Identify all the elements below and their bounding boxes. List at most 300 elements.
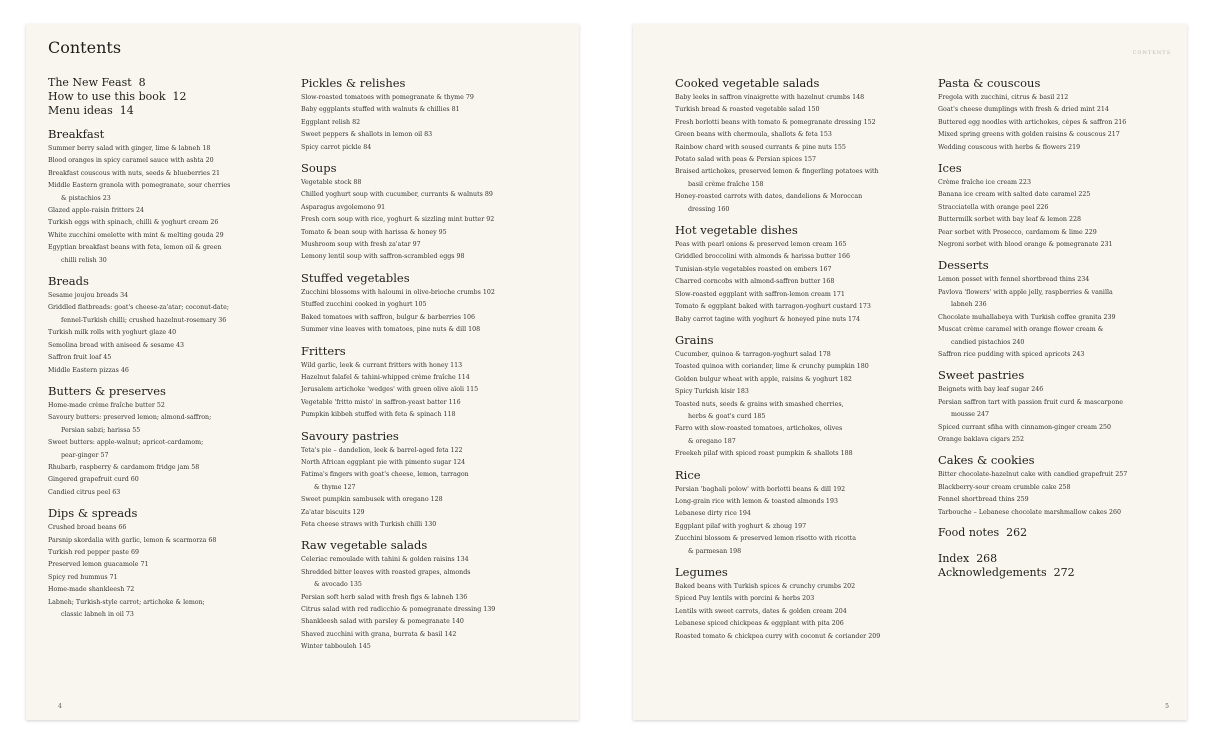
section-entries — [938, 274, 1183, 361]
section-entries — [48, 400, 288, 499]
toc-entry — [938, 507, 1183, 519]
toc-entry — [938, 214, 1183, 226]
toc-entry-text: Buttered egg noodles with artichokes, cèpes & saffron 216 — [938, 118, 1127, 126]
toc-entry-text: Teta's pie – dandelion, leek & barrel-aged feta 122 — [301, 446, 463, 454]
toc-section — [301, 271, 571, 337]
toc-entry — [48, 242, 288, 267]
toc-entry-text: Stracciatella with orange peel 226 — [938, 203, 1049, 211]
toc-entry-text: Stuffed zucchini cooked in yoghurt 105 — [301, 301, 427, 309]
toc-entry-text: Crème fraîche ice cream 223 — [938, 179, 1031, 187]
toc-major-entry — [48, 76, 288, 90]
toc-entry-continuation: classic labneh in oil 73 — [61, 611, 134, 618]
section-heading: Fritters — [301, 343, 346, 358]
left-column-2 — [301, 76, 571, 661]
toc-entry — [301, 251, 571, 263]
toc-entry-text: Feta cheese straws with Turkish chilli 130 — [301, 520, 437, 528]
toc-entry-text: Preserved lemon guacamole 71 — [48, 561, 149, 569]
toc-entry — [301, 177, 571, 189]
toc-entry — [301, 202, 571, 214]
toc-major-entry — [48, 90, 288, 104]
toc-entry-text: Green beans with chermoula, shallots & feta 153 — [675, 131, 832, 139]
section-entries — [301, 287, 571, 337]
toc-entry-text: Tarbouche – Lebanese chocolate marshmallow cakes 260 — [938, 508, 1121, 516]
toc-entry-text: Roasted tomato & chickpea curry with coconut & coriander 209 — [675, 632, 881, 640]
toc-entry-continuation: herbs & goat's curd 185 — [688, 412, 766, 420]
toc-entry — [938, 142, 1183, 154]
toc-entry-text: Baked tomatoes with saffron, bulgur & barberries 106 — [301, 313, 475, 321]
toc-section — [48, 384, 288, 499]
toc-entry — [675, 631, 925, 643]
toc-entry — [938, 287, 1183, 312]
toc-entry-text: Sweet peppers & shallots in lemon oil 83 — [301, 131, 433, 139]
toc-entry — [48, 474, 288, 486]
toc-section — [675, 565, 925, 643]
toc-entry — [675, 314, 925, 326]
toc-entry — [938, 324, 1183, 349]
toc-entry-text: Pumpkin kibbeh stuffed with feta & spinach 118 — [301, 411, 456, 419]
toc-entry — [675, 618, 925, 630]
toc-entry-text: Turkish milk rolls with yoghurt glaze 40 — [48, 329, 177, 337]
toc-entry-text: Pear sorbet with Prosecco, cardamom & lime 229 — [938, 228, 1097, 236]
toc-entry-text: Griddled broccolini with almonds & harissa butter 166 — [675, 253, 851, 261]
toc-entry-text: Lentils with sweet carrots, dates & golden cream 204 — [675, 607, 847, 615]
section-heading: Savoury pastries — [301, 428, 399, 443]
toc-entry — [301, 299, 571, 311]
toc-entry-text: Citrus salad with red radicchio & pomegranate dressing 139 — [301, 606, 496, 613]
toc-entry-text: Tunisian-style vegetables roasted on embers 167 — [675, 265, 832, 273]
toc-entry-text: Turkish red pepper paste 69 — [48, 548, 139, 556]
toc-entry — [675, 276, 925, 288]
toc-entry — [301, 324, 571, 336]
toc-section — [301, 76, 571, 154]
toc-entry — [48, 352, 288, 364]
toc-entry-text: Lebanese spiced chickpeas & eggplant with pita 206 — [675, 620, 844, 628]
toc-section — [301, 161, 571, 264]
toc-entry — [301, 616, 571, 628]
toc-entry — [675, 606, 925, 618]
toc-entry-text: Fresh borlotti beans with tomato & pomegranate dressing 152 — [675, 118, 876, 126]
toc-entry-text: Pavlova 'flowers' with apple jelly, raspberries & vanilla — [938, 288, 1113, 296]
toc-entry-text: Toasted quinoa with coriander, lime & crunchy pumpkin 180 — [675, 363, 869, 371]
toc-entry-text: Rhubarb, raspberry & cardamom fridge jam 58 — [48, 463, 200, 471]
toc-entry-continuation: & parmesan 198 — [688, 547, 742, 555]
toc-entry-text: Honey-roasted carrots with dates, dandelions & Moroccan — [675, 193, 863, 201]
section-heading: Grains — [675, 332, 714, 347]
toc-entry — [301, 604, 571, 616]
toc-entry-continuation: basil crème fraîche 158 — [688, 180, 764, 188]
toc-entry-text: Winter tabbouleh 145 — [301, 643, 371, 651]
toc-entry — [48, 327, 288, 339]
toc-entry — [301, 519, 571, 531]
toc-section — [675, 76, 925, 216]
toc-entry — [48, 412, 288, 437]
toc-entry — [675, 166, 925, 191]
section-heading: Legumes — [675, 565, 728, 579]
toc-entry — [938, 422, 1183, 434]
toc-entry — [301, 239, 571, 251]
toc-entry — [938, 239, 1183, 251]
section-entries — [675, 484, 925, 558]
section-entries — [301, 445, 571, 532]
toc-entry — [675, 117, 925, 129]
toc-entry — [48, 365, 288, 377]
toc-entry — [938, 397, 1183, 422]
section-entries — [938, 92, 1183, 154]
toc-section — [938, 161, 1183, 251]
toc-entry — [675, 374, 925, 386]
section-entries — [48, 522, 288, 621]
running-head: CONTENTS — [1132, 50, 1171, 56]
toc-entry — [938, 117, 1183, 129]
toc-entry — [301, 104, 571, 116]
toc-entry-text: Griddled flatbreads: goat's cheese-za'atar; coconut-date; — [48, 304, 230, 312]
toc-entry — [938, 349, 1183, 361]
section-entries — [938, 177, 1183, 251]
toc-section — [301, 538, 571, 653]
toc-entry-text: Slow-roasted eggplant with saffron-lemon cream 171 — [675, 290, 845, 298]
toc-entry-text: Saffron rice pudding with spiced apricots 243 — [938, 350, 1085, 358]
toc-entry — [938, 202, 1183, 214]
toc-entry-text: Muscat crème caramel with orange flower cream & — [938, 326, 1104, 334]
toc-entry — [675, 191, 925, 216]
major-entry-label: How to use this book — [48, 90, 166, 103]
toc-entry — [48, 180, 288, 205]
toc-section — [938, 368, 1183, 446]
toc-entry-text: Sesame joujou breads 34 — [48, 292, 129, 300]
toc-entry-continuation: & avocado 135 — [314, 581, 362, 589]
toc-entry — [301, 372, 571, 384]
major-entry-label: The New Feast — [48, 76, 132, 89]
section-entries — [48, 143, 288, 267]
toc-entry-text: Bitter chocolate-hazelnut cake with candied grapefruit 257 — [938, 471, 1128, 479]
toc-section — [301, 344, 571, 422]
toc-entry — [301, 592, 571, 604]
toc-entry-text: Chocolate muhallabeya with Turkish coffee granita 239 — [938, 313, 1116, 321]
toc-entry — [938, 92, 1183, 104]
toc-entry — [675, 521, 925, 533]
toc-entry-text: Buttermilk sorbet with bay leaf & lemon 228 — [938, 216, 1081, 224]
toc-entry — [48, 547, 288, 559]
toc-entry — [938, 434, 1183, 446]
toc-entry-text: Summer berry salad with ginger, lime & labneh 18 — [48, 145, 211, 152]
toc-entry — [301, 397, 571, 409]
toc-entry-continuation: & pistachios 23 — [61, 194, 111, 202]
toc-entry — [675, 399, 925, 424]
toc-section — [938, 453, 1183, 519]
toc-entry-text: Spicy carrot pickle 84 — [301, 143, 372, 151]
toc-entry-text: Fennel shortbread thins 259 — [938, 496, 1029, 504]
toc-entry-text: Lebanese dirty rice 194 — [675, 510, 751, 518]
toc-entry — [301, 494, 571, 506]
toc-entry-continuation: & oregano 187 — [688, 437, 736, 445]
toc-entry — [48, 597, 288, 622]
toc-entry — [675, 581, 925, 593]
toc-entry-text: Lemon posset with fennel shortbread thins 234 — [938, 276, 1090, 284]
toc-entry — [675, 508, 925, 520]
major-entry-page: 12 — [172, 90, 187, 103]
major-entry-label: Index — [938, 551, 970, 565]
toc-entry — [675, 448, 925, 460]
toc-entry-text: Persian soft herb salad with fresh figs & labneh 136 — [301, 593, 468, 601]
toc-section — [301, 429, 571, 532]
toc-major-entry — [938, 566, 1183, 580]
toc-entry — [48, 290, 288, 302]
toc-entry-text: Orange baklava cigars 252 — [938, 435, 1025, 443]
section-heading: Breads — [48, 274, 89, 289]
toc-entry — [675, 361, 925, 373]
toc-entry-text: Tomato & bean soup with harissa & honey 95 — [301, 228, 447, 236]
left-col1-sections — [48, 127, 288, 621]
toc-entry-text: Sweet butters: apple-walnut; apricot-cardamom; — [48, 439, 204, 447]
right-col2-sections — [938, 76, 1183, 519]
toc-entry-text: Home-made crème fraîche butter 52 — [48, 401, 165, 409]
food-notes-entry — [938, 526, 1183, 540]
toc-entry-text: Jerusalem artichoke 'wedges' with green olive aïoli 115 — [301, 386, 479, 394]
section-entries — [938, 384, 1183, 446]
left-page — [26, 24, 579, 720]
toc-entry — [48, 230, 288, 242]
toc-entry-text: Blackberry-sour cream crumble cake 258 — [938, 483, 1071, 491]
toc-entry-text: Baked beans with Turkish spices & crunchy crumbs 202 — [675, 583, 856, 590]
toc-major-entry — [938, 552, 1183, 566]
toc-entry — [301, 189, 571, 201]
toc-entry — [301, 312, 571, 324]
toc-entry-text: Long-grain rice with lemon & toasted almonds 193 — [675, 497, 838, 505]
toc-entry-text: Vegetable stock 88 — [301, 179, 362, 187]
toc-section — [675, 333, 925, 461]
toc-entry — [675, 386, 925, 398]
food-notes-label: Food notes — [938, 525, 1000, 539]
section-heading: Pasta & couscous — [938, 76, 1041, 90]
toc-section — [48, 127, 288, 267]
section-entries — [301, 177, 571, 264]
toc-entry — [301, 360, 571, 372]
toc-entry-text: Semolina bread with aniseed & sesame 43 — [48, 341, 184, 349]
toc-entry-text: Fregola with zucchini, citrus & basil 212 — [938, 94, 1069, 101]
toc-entry — [675, 251, 925, 263]
toc-entry-continuation: pear-ginger 57 — [61, 451, 109, 459]
toc-entry — [675, 239, 925, 251]
section-entries — [301, 554, 571, 653]
toc-entry-continuation: Persian sabzi; harissa 55 — [61, 426, 141, 434]
toc-entry — [675, 484, 925, 496]
toc-entry-text: Fatima's fingers with goat's cheese, lemon, tarragon — [301, 471, 469, 479]
toc-entry — [938, 189, 1183, 201]
toc-entry-text: Toasted nuts, seeds & grains with smashed cherries, — [675, 400, 844, 408]
toc-entry — [675, 593, 925, 605]
section-heading: Butters & preserves — [48, 383, 166, 398]
toc-entry-text: White zucchini omelette with mint & melting gouda 29 — [48, 231, 224, 239]
toc-entry — [48, 340, 288, 352]
toc-entry — [48, 155, 288, 167]
toc-entry-text: Golden bulgur wheat with apple, raisins & yoghurt 182 — [675, 375, 852, 383]
section-heading: Pickles & relishes — [301, 76, 406, 90]
toc-entry-continuation: candied pistachios 240 — [951, 338, 1025, 346]
toc-entry — [48, 559, 288, 571]
toc-entry-text: Cucumber, quinoa & tarragon-yoghurt salad 178 — [675, 350, 831, 358]
toc-entry — [301, 554, 571, 566]
toc-entry — [301, 92, 571, 104]
toc-entry — [301, 629, 571, 641]
end-matter — [938, 552, 1183, 580]
toc-entry — [938, 177, 1183, 189]
toc-entry-text: Za'atar biscuits 129 — [301, 508, 365, 516]
toc-entry-continuation: fennel-Turkish chilli; crushed hazelnut-rosemary 36 — [61, 316, 227, 324]
toc-entry-text: Baby carrot tagine with yoghurt & honeyed pine nuts 174 — [675, 315, 861, 323]
major-entry-label: Acknowledgements — [938, 565, 1047, 579]
section-heading: Dips & spreads — [48, 506, 138, 521]
toc-entry-text: Wedding couscous with herbs & flowers 219 — [938, 143, 1081, 151]
toc-entry — [301, 567, 571, 592]
toc-entry-text: Lemony lentil soup with saffron-scrambled eggs 98 — [301, 253, 465, 261]
section-entries — [301, 360, 571, 422]
section-entries — [675, 239, 925, 326]
toc-entry-text: Breakfast couscous with nuts, seeds & blueberries 21 — [48, 169, 221, 177]
toc-entry-text: Mushroom soup with fresh za'atar 97 — [301, 241, 421, 249]
toc-entry — [48, 205, 288, 217]
toc-entry — [675, 142, 925, 154]
toc-entry — [301, 507, 571, 519]
toc-entry-text: Tomato & eggplant baked with tarragon-yoghurt custard 173 — [675, 303, 871, 311]
section-heading: Cakes & cookies — [938, 453, 1035, 468]
toc-entry-text: Parsnip skordalia with garlic, lemon & scarmorza 68 — [48, 536, 217, 544]
toc-entry — [675, 129, 925, 141]
toc-entry-text: Middle Eastern pizzas 46 — [48, 366, 129, 374]
toc-entry — [301, 117, 571, 129]
toc-entry — [48, 400, 288, 412]
toc-entry-text: Charred corncobs with almond-saffron butter 168 — [675, 278, 835, 286]
major-entry-page: 272 — [1053, 565, 1075, 579]
toc-entry — [675, 496, 925, 508]
toc-entry-text: Banana ice cream with salted date caramel 225 — [938, 191, 1091, 199]
right-column-1 — [675, 76, 925, 650]
toc-entry — [48, 143, 288, 155]
toc-entry — [938, 494, 1183, 506]
toc-entry — [48, 302, 288, 327]
toc-entry-text: Shredded bitter leaves with roasted grapes, almonds — [301, 568, 471, 576]
toc-entry-text: Spicy red hummus 71 — [48, 573, 118, 581]
toc-entry — [301, 129, 571, 141]
toc-entry — [48, 462, 288, 474]
toc-entry-text: Beignets with bay leaf sugar 246 — [938, 386, 1044, 394]
toc-entry — [675, 92, 925, 104]
toc-entry-text: Spiced Puy lentils with porcini & herbs 203 — [675, 595, 815, 603]
section-heading: Stuffed vegetables — [301, 270, 410, 285]
toc-entry-text: Wild garlic, leek & currant fritters with honey 113 — [301, 361, 463, 369]
toc-entry-text: North African eggplant pie with pimento sugar 124 — [301, 458, 466, 466]
section-heading: Soups — [301, 161, 337, 176]
toc-entry — [301, 445, 571, 457]
toc-entry — [301, 469, 571, 494]
toc-entry-text: Slow-roasted tomatoes with pomegranate & thyme 79 — [301, 94, 474, 101]
right-column-2 — [938, 76, 1183, 580]
intro-block — [48, 76, 288, 118]
toc-section — [48, 506, 288, 621]
toc-entry-text: Home-made shankleesh 72 — [48, 586, 135, 594]
major-entry-page: 14 — [119, 104, 134, 117]
toc-entry-text: Summer vine leaves with tomatoes, pine nuts & dill 108 — [301, 326, 481, 334]
toc-entry-text: Goat's cheese dumplings with fresh & dried mint 214 — [938, 106, 1109, 114]
toc-entry — [675, 154, 925, 166]
toc-entry-text: Spiced currant sfiha with cinnamon-ginger cream 250 — [938, 423, 1112, 431]
toc-entry-text: Eggplant relish 82 — [301, 118, 361, 126]
section-heading: Raw vegetable salads — [301, 538, 428, 553]
toc-entry-text: Spicy Turkish kisir 183 — [675, 388, 749, 396]
right-page — [633, 24, 1187, 720]
toc-entry — [938, 312, 1183, 324]
toc-section — [675, 468, 925, 558]
toc-entry-continuation: dressing 160 — [688, 205, 730, 213]
section-heading: Sweet pastries — [938, 368, 1025, 383]
toc-entry — [301, 457, 571, 469]
toc-entry — [48, 437, 288, 462]
toc-major-entry — [48, 104, 288, 118]
toc-entry-text: Mixed spring greens with golden raisins & couscous 217 — [938, 131, 1120, 139]
toc-entry — [675, 301, 925, 313]
toc-entry-text: Zucchini blossoms with haloumi in olive-brioche crumbs 102 — [301, 288, 495, 296]
toc-entry — [48, 572, 288, 584]
toc-entry-continuation: chilli relish 30 — [61, 256, 107, 264]
toc-entry — [48, 168, 288, 180]
toc-entry — [48, 487, 288, 499]
toc-entry — [48, 522, 288, 534]
toc-entry-text: Fresh corn soup with rice, yoghurt & sizzling mint butter 92 — [301, 216, 495, 224]
toc-entry — [301, 287, 571, 299]
toc-entry-text: Chilled yoghurt soup with cucumber, currants & walnuts 89 — [301, 191, 493, 199]
toc-entry-text: Shaved zucchini with grana, burrata & basil 142 — [301, 630, 457, 638]
toc-entry-text: Crushed broad beans 66 — [48, 524, 127, 532]
toc-entry-text: Saffron fruit loaf 45 — [48, 354, 112, 362]
toc-section — [675, 223, 925, 326]
section-entries — [675, 349, 925, 461]
toc-entry-text: Egyptian breakfast beans with feta, lemon oil & green — [48, 244, 222, 252]
toc-entry — [675, 104, 925, 116]
section-entries — [675, 581, 925, 643]
page-number-left: 4 — [58, 703, 62, 710]
toc-entry — [938, 274, 1183, 286]
toc-entry-text: Middle Eastern granola with pomegranate, sour cherries — [48, 182, 231, 190]
toc-entry — [301, 227, 571, 239]
section-heading: Hot vegetable dishes — [675, 223, 798, 238]
toc-section — [938, 258, 1183, 361]
toc-entry — [301, 641, 571, 653]
toc-entry-text: Braised artichokes, preserved lemon & fingerling potatoes with — [675, 168, 879, 176]
section-heading: Rice — [675, 467, 701, 482]
toc-entry-text: Rainbow chard with soused currants & pine nuts 155 — [675, 143, 846, 151]
toc-entry — [675, 533, 925, 558]
section-entries — [938, 469, 1183, 519]
major-entry-page: 8 — [138, 76, 146, 89]
section-entries — [48, 290, 288, 377]
toc-entry-continuation: mousse 247 — [951, 411, 990, 419]
toc-entry-text: Potato salad with peas & Persian spices 157 — [675, 156, 817, 164]
toc-entry — [938, 384, 1183, 396]
section-entries — [675, 92, 925, 216]
toc-entry-text: Persian saffron tart with passion fruit curd & mascarpone — [938, 398, 1124, 406]
major-entry-label: Menu ideas — [48, 104, 113, 117]
toc-entry-text: Persian 'baghali polow' with borlotti beans & dill 192 — [675, 485, 846, 493]
toc-entry-text: Turkish eggs with spinach, chilli & yoghurt cream 26 — [48, 219, 219, 227]
toc-section — [48, 274, 288, 377]
toc-entry-text: Zucchini blossom & preserved lemon risotto with ricotta — [675, 535, 856, 543]
toc-entry — [675, 289, 925, 301]
toc-entry-continuation: labneh 236 — [951, 301, 987, 309]
toc-entry-text: Farro with slow-roasted tomatoes, artichokes, olives — [675, 425, 843, 433]
toc-entry-text: Shankleesh salad with parsley & pomegranate 140 — [301, 618, 464, 626]
food-notes-page: 262 — [1006, 525, 1028, 539]
toc-entry — [675, 264, 925, 276]
toc-entry-text: Savoury butters: preserved lemon; almond-saffron; — [48, 414, 212, 422]
